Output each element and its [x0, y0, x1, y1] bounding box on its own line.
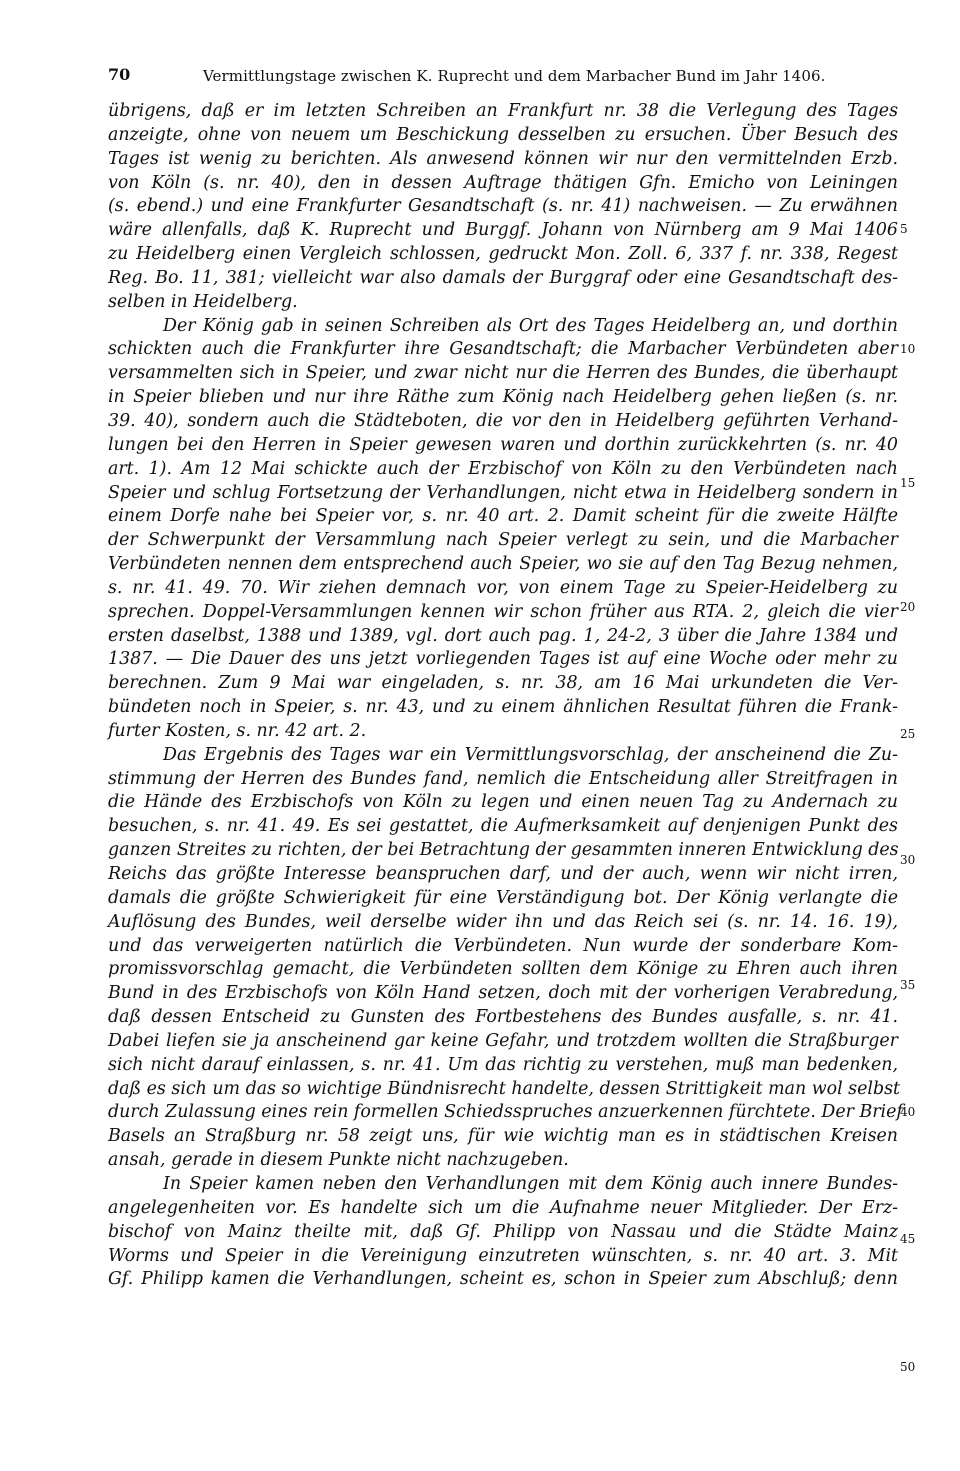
text-line: ganzen Streites zu richten, der bei Betrachtung der gesammten inneren Entwicklung des [108, 840, 899, 861]
text-line: sprechen. Doppel-Versammlungen kennen wir schon früher aus RTA. 2, gleich die vier [108, 601, 898, 622]
text-line: Reg. Bo. 11, 381; vielleicht war also damals der Burggraf oder eine Gesandtschaft des- [108, 267, 898, 288]
text-line: von Köln (s. nr. 40), den in dessen Auftrage thätigen Gfn. Emicho von Leiningen [108, 172, 898, 193]
text-line: berechnen. Zum 9 Mai war eingeladen, s. nr. 38, am 16 Mai urkundeten die Ver- [108, 673, 898, 694]
text-line: übrigens, daß er im letzten Schreiben an Frankfurt nr. 38 die Verlegung des Tages [108, 101, 898, 121]
text-line: damals die größte Schwierigkeit für eine Verständigung bot. Der König verlangte die [108, 887, 898, 908]
line-number: 45 [900, 1232, 916, 1246]
text-line: in Speier blieben und nur ihre Räthe zum König nach Heidelberg gehen ließen (s. nr. [108, 387, 898, 408]
line-number: 20 [900, 600, 916, 614]
text-line: Worms und Speier in die Vereinigung einzutreten wünschten, s. nr. 40 art. 3. Mit [108, 1245, 898, 1266]
text-line: Tages ist wenig zu berichten. Als anwesend können wir nur den vermittelnden Erzb. [108, 148, 898, 169]
text-line: versammelten sich in Speier, und zwar nicht nur die Herren des Bundes, die überhaupt [108, 363, 898, 384]
line-number: 40 [900, 1105, 916, 1119]
text-line: besuchen, s. nr. 41. 49. Es sei gestattet, die Aufmerksamkeit auf denjenigen Punkt des [108, 816, 898, 837]
text-line: Das Ergebnis des Tages war ein Vermittlungsvorschlag, der anscheinend die Zu- [163, 744, 898, 765]
line-number: 5 [900, 222, 908, 236]
text-line: selben in Heidelberg. [108, 291, 298, 312]
text-line: ersten daselbst, 1388 und 1389, vgl. dort auch pag. 1, 24-2, 3 über die Jahre 1384 und [108, 625, 898, 646]
text-line: schickten auch die Frankfurter ihre Gesandtschaft; die Marbacher Verbündeten aber [108, 339, 898, 360]
text-line: stimmung der Herren des Bundes fand, nemlich die Entscheidung aller Streitfragen in [108, 768, 898, 789]
text-line: Speier und schlug Fortsetzung der Verhandlungen, nicht etwa in Heidelberg sondern in [108, 482, 898, 503]
text-line: wäre allenfalls, daß K. Ruprecht und Burggf. Johann von Nürnberg am 9 Mai 1406 [108, 220, 898, 241]
line-number: 25 [900, 727, 916, 741]
text-line: bischof von Mainz theilte mit, daß Gf. Philipp von Nassau und die Städte Mainz [108, 1221, 898, 1242]
line-number: 50 [900, 1360, 916, 1374]
text-line: der Schwerpunkt der Versammlung nach Speier verlegt zu sein, und die Marbacher [108, 530, 898, 551]
text-line: In Speier kamen neben den Verhandlungen mit dem König auch innere Bundes- [163, 1173, 898, 1194]
running-title: Vermittlungstage zwischen K. Ruprecht und dem Marbacher Bund im Jahr 1406. [203, 67, 826, 85]
text-line: einem Dorfe nahe bei Speier vor, s. nr. 40 art. 2. Damit scheint für die zweite Hälfte [108, 506, 898, 527]
text-line: die Hände des Erzbischofs von Köln zu legen und einen neuen Tag zu Andernach zu [108, 792, 898, 813]
text-line: Auflösung des Bundes, weil derselbe wider ihn und das Reich sei (s. nr. 14. 16. 19), [108, 911, 898, 932]
text-line: Verbündeten nennen dem entsprechend auch Speier, wo sie auf den Tag Bezug nehmen, [108, 554, 898, 575]
text-line: ansah, gerade in diesem Punkte nicht nachzugeben. [108, 1150, 569, 1171]
text-line: durch Zulassung eines rein formellen Schiedsspruches anzuerkennen fürchtete. Der Brief [108, 1102, 903, 1123]
text-line: Basels an Straßburg nr. 58 zeigt uns, für wie wichtig man es in städtischen Kreisen [108, 1126, 898, 1147]
text-line: daß dessen Entscheid zu Gunsten des Fortbestehens des Bundes ausfalle, s. nr. 41. [108, 1007, 898, 1028]
body-text [108, 100, 903, 1292]
text-line: furter Kosten, s. nr. 42 art. 2. [108, 720, 367, 741]
page-header [108, 65, 908, 87]
text-line: sich nicht darauf einlassen, s. nr. 41. Um das richtig zu verstehen, muß man bedenken, [108, 1054, 898, 1075]
text-line: und das verweigerten natürlich die Verbündeten. Nun wurde der sonderbare Kom- [108, 935, 898, 956]
page-number: 70 [108, 65, 131, 84]
text-line: (s. ebend.) und eine Frankfurter Gesandtschaft (s. nr. 41) nachweisen. — Zu erwähnen [108, 196, 898, 217]
text-line: 1387. — Die Dauer des uns jetzt vorliegenden Tages ist auf eine Woche oder mehr zu [108, 649, 898, 670]
text-line: Der König gab in seinen Schreiben als Ort des Tages Heidelberg an, und dorthin [163, 315, 898, 336]
text-line: angelegenheiten vor. Es handelte sich um die Aufnahme neuer Mitglieder. Der Erz- [108, 1197, 898, 1218]
line-number: 30 [900, 853, 916, 867]
text-line: Gf. Philipp kamen die Verhandlungen, scheint es, schon in Speier zum Abschluß; denn [108, 1269, 898, 1290]
text-line: daß es sich um das so wichtige Bündnisrecht handelte, dessen Strittigkeit man wol selbst [108, 1078, 900, 1099]
text-line: 39. 40), sondern auch die Städteboten, die vor den in Heidelberg geführten Verhand- [108, 410, 898, 431]
line-number: 10 [900, 342, 916, 356]
text-line: anzeigte, ohne von neuem um Beschickung desselben zu ersuchen. Über Besuch des [108, 124, 898, 145]
text-line: art. 1). Am 12 Mai schickte auch der Erzbischof von Köln zu den Verbündeten nach [108, 458, 898, 479]
line-number: 35 [900, 978, 916, 992]
text-line: Reichs das größte Interesse beanspruchen darf, und der auch, wenn wir nicht irren, [108, 864, 898, 884]
text-line: promissvorschlag gemacht, die Verbündeten sollten dem Könige zu Ehren auch ihren [108, 959, 898, 980]
text-line: s. nr. 41. 49. 70. Wir ziehen demnach vor, von einem Tage zu Speier-Heidelberg zu [108, 577, 898, 598]
text-line: bündeten noch in Speier, s. nr. 43, und zu einem ähnlichen Resultat führen die Frank- [108, 697, 898, 718]
text-line: Bund in des Erzbischofs von Köln Hand setzen, doch mit der vorherigen Verabredung, [108, 983, 898, 1004]
line-number: 15 [900, 476, 916, 490]
text-line: Dabei liefen sie ja anscheinend gar keine Gefahr, und trotzdem wollten die Straßburger [108, 1030, 898, 1051]
text-line: zu Heidelberg einen Vergleich schlossen, gedruckt Mon. Zoll. 6, 337 f. nr. 338, Regest [108, 244, 898, 265]
text-line: lungen bei den Herren in Speier gewesen waren und dorthin zurückkehrten (s. nr. 40 [108, 434, 898, 455]
